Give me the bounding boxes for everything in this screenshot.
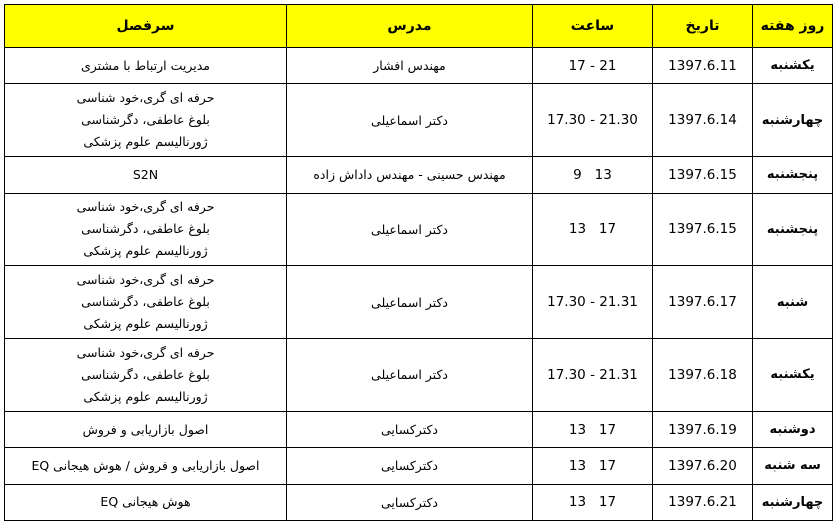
topic-line: حرفه ای گری،خود شناسی	[76, 272, 215, 288]
topic-line: حرفه ای گری،خود شناسی	[76, 344, 215, 360]
topic-line: بلوغ عاطفی، دگرشناسی	[81, 366, 210, 382]
schedule-table	[4, 4, 833, 521]
header-topic: سرفصل	[5, 5, 287, 48]
topic-line: اصول بازاریابی و فروش / هوش هیجانی EQ	[31, 457, 260, 473]
day-cell: چهارشنبه	[753, 84, 833, 157]
time-cell: 17.30 - 21.31	[533, 266, 653, 339]
date-cell: 1397.6.15	[653, 193, 753, 266]
topic-line: هوش هیجانی EQ	[100, 494, 191, 510]
topic-cell	[5, 84, 287, 157]
date-cell: 1397.6.21	[653, 484, 753, 520]
table-row	[5, 484, 833, 520]
teacher-cell: دکتر اسماعیلی	[287, 339, 533, 412]
topic-line: حرفه ای گری،خود شناسی	[76, 199, 215, 215]
teacher-cell: دکتر اسماعیلی	[287, 84, 533, 157]
topic-cell	[5, 448, 287, 484]
table-row	[5, 339, 833, 412]
topic-cell	[5, 411, 287, 447]
table-row	[5, 84, 833, 157]
table-row	[5, 193, 833, 266]
time-cell: 13 17	[533, 484, 653, 520]
topic-cell	[5, 157, 287, 193]
time-cell: 17.30 - 21.30	[533, 84, 653, 157]
teacher-cell: دکتر اسماعیلی	[287, 266, 533, 339]
day-cell: یکشنبه	[753, 48, 833, 84]
day-cell: یکشنبه	[753, 339, 833, 412]
table-row	[5, 448, 833, 484]
time-cell: 13 17	[533, 193, 653, 266]
teacher-cell: دکترکسایی	[287, 448, 533, 484]
date-cell: 1397.6.19	[653, 411, 753, 447]
header-time: ساعت	[533, 5, 653, 48]
teacher-cell: مهندس افشار	[287, 48, 533, 84]
teacher-cell: دکترکسایی	[287, 411, 533, 447]
date-cell: 1397.6.18	[653, 339, 753, 412]
topic-line: بلوغ عاطفی، دگرشناسی	[81, 112, 210, 128]
topic-line: بلوغ عاطفی، دگرشناسی	[81, 221, 210, 237]
topic-line: مدیریت ارتباط با مشتری	[80, 57, 211, 73]
topic-cell	[5, 339, 287, 412]
header-date: تاریخ	[653, 5, 753, 48]
topic-line: اصول بازاریابی و فروش	[82, 421, 209, 437]
date-cell: 1397.6.15	[653, 157, 753, 193]
date-cell: 1397.6.17	[653, 266, 753, 339]
topic-cell	[5, 484, 287, 520]
table-row	[5, 266, 833, 339]
table-row	[5, 48, 833, 84]
topic-line: ژورنالیسم علوم پزشکی	[83, 388, 208, 404]
teacher-cell: دکتر اسماعیلی	[287, 193, 533, 266]
day-cell: پنجشنبه	[753, 157, 833, 193]
date-cell: 1397.6.20	[653, 448, 753, 484]
date-cell: 1397.6.14	[653, 84, 753, 157]
date-cell: 1397.6.11	[653, 48, 753, 84]
topic-line: ژورنالیسم علوم پزشکی	[83, 243, 208, 259]
header-day: روز هفته	[753, 5, 833, 48]
topic-line: S2N	[132, 166, 159, 182]
topic-line: ژورنالیسم علوم پزشکی	[83, 316, 208, 332]
header-row	[5, 5, 833, 48]
teacher-cell: دکترکسایی	[287, 484, 533, 520]
topic-line: ژورنالیسم علوم پزشکی	[83, 134, 208, 150]
day-cell: سه شنبه	[753, 448, 833, 484]
day-cell: چهارشنبه	[753, 484, 833, 520]
teacher-cell: مهندس حسینی - مهندس داداش زاده	[287, 157, 533, 193]
table-row	[5, 411, 833, 447]
topic-line: حرفه ای گری،خود شناسی	[76, 90, 215, 106]
time-cell: 17.30 - 21.31	[533, 339, 653, 412]
header-teacher: مدرس	[287, 5, 533, 48]
time-cell: 13 17	[533, 411, 653, 447]
time-cell: 17 - 21	[533, 48, 653, 84]
time-cell: 9 13	[533, 157, 653, 193]
table-row	[5, 157, 833, 193]
day-cell: پنجشنبه	[753, 193, 833, 266]
time-cell: 13 17	[533, 448, 653, 484]
topic-cell	[5, 266, 287, 339]
topic-cell	[5, 193, 287, 266]
topic-cell	[5, 48, 287, 84]
day-cell: دوشنبه	[753, 411, 833, 447]
day-cell: شنبه	[753, 266, 833, 339]
topic-line: بلوغ عاطفی، دگرشناسی	[81, 294, 210, 310]
